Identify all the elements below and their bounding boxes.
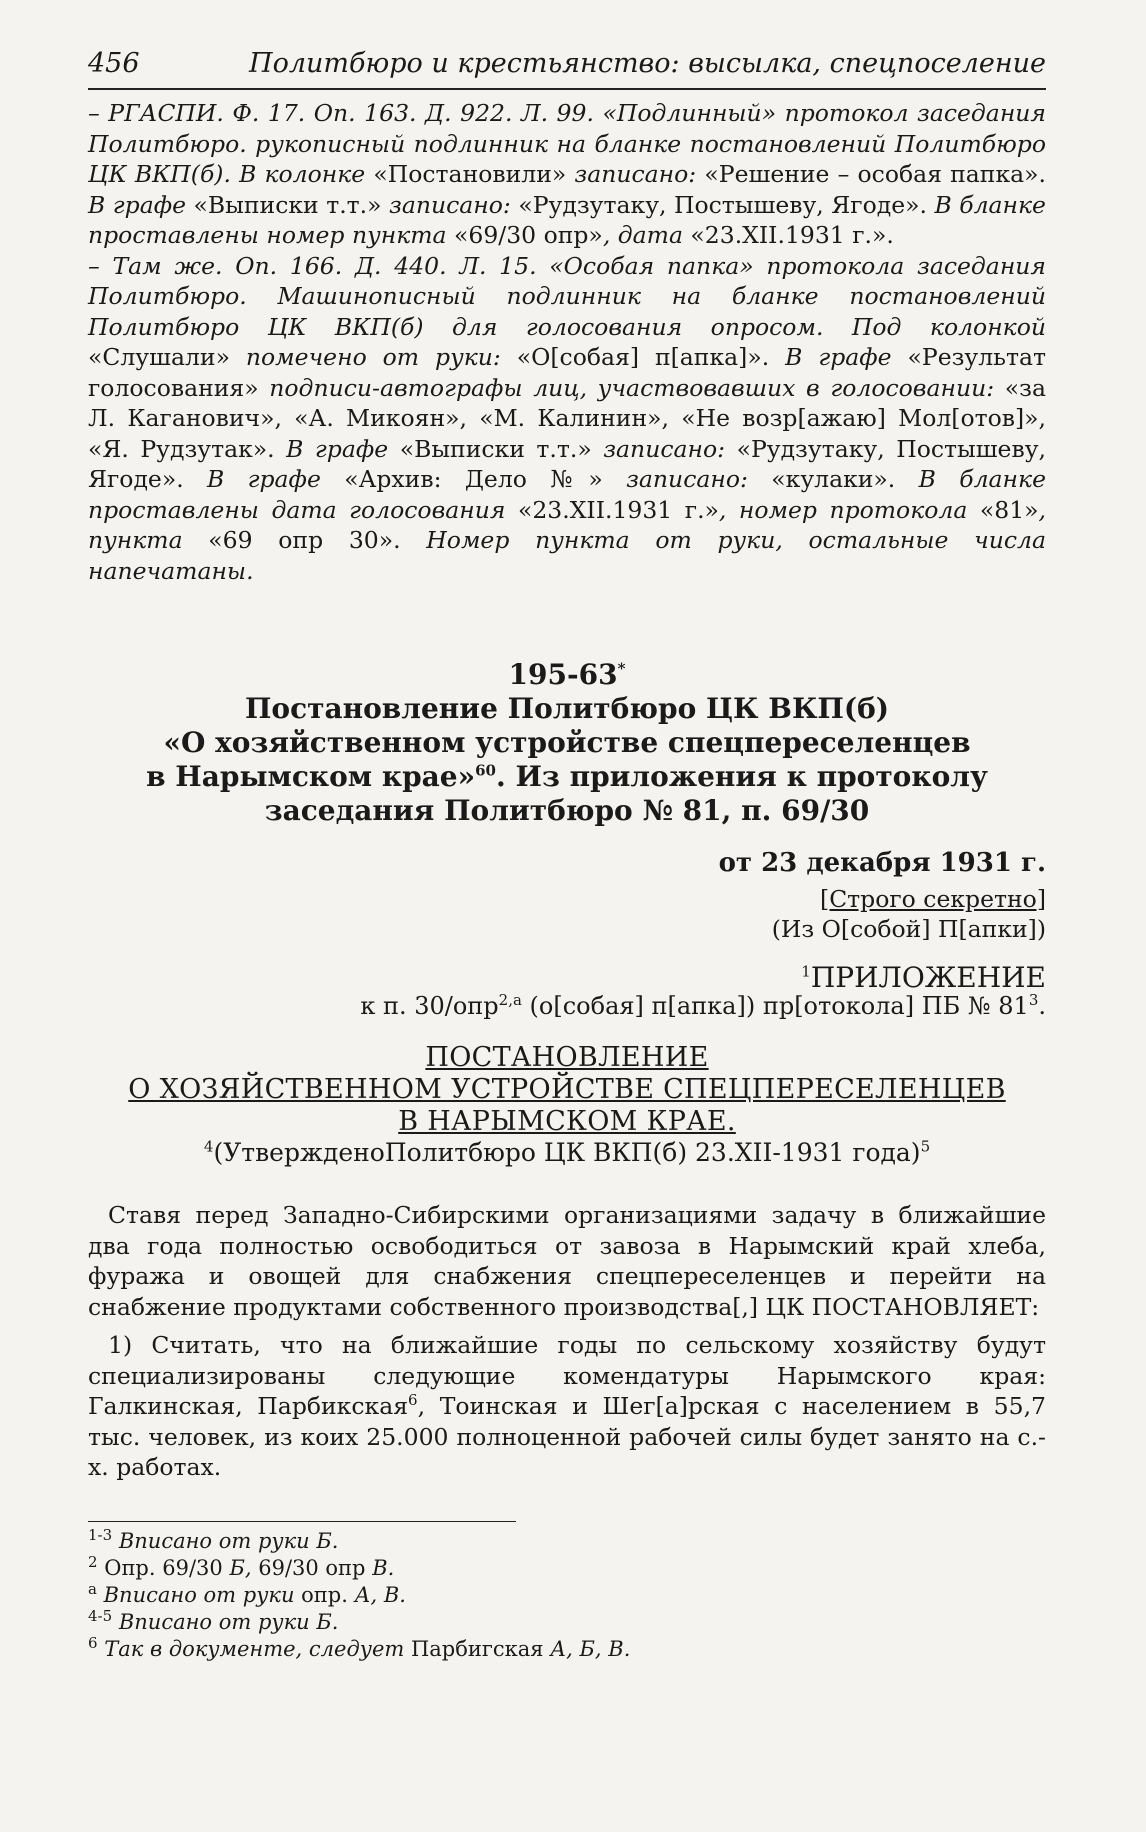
secrecy-stamp: [Строго секретно] [820, 885, 1046, 913]
resolution-subtitle-1: О ХОЗЯЙСТВЕННОМ УСТРОЙСТВЕ СПЕЦПЕРЕСЕЛЕНЦЕВ [128, 1074, 1006, 1105]
archive-note-1: – РГАСПИ. Ф. 17. Оп. 163. Д. 922. Л. 99. «Подлинный» протокол заседания Политбюро. рукописный подлинник на бланке постановлений Политбюро ЦК ВКП(б). В колонке «Постановили» записано: «Решение – особая папка». В графе «Выписки т.т.» записано: «Рудзутаку, Постышеву, Ягоде». В бланке проставлены номер пункта «69/30 опр», дата «23.XII.1931 г.». [88, 99, 1046, 249]
footnote-2: $^2$ Опр. 69/30 Б, 69/30 опр В. [88, 1552, 395, 1580]
appendix-label: $^1$ПРИЛОЖЕНИЕ к п. 30/опр$^{2,а}$ (о[собая] п[апка]) пр[отокола] ПБ № $81^3$. [360, 961, 1046, 1020]
resolution-paragraph: Ставя перед Западно-Сибирскими организациями задачу в ближайшие два года полностью освободиться от завоза в Нарымский край хлеба, фуража и овощей для снабжения спецпереселенцев и перейти на снабжение продуктами собственного производства[,] ЦК ПОСТАНОВЛЯЕТ: [88, 1201, 1046, 1321]
footnotes [88, 1525, 1046, 1663]
footnote-5: $^6$ Так в документе, следует Парбигская А, Б, В. [88, 1633, 631, 1661]
document-title: Постановление Политбюро ЦК ВКП(б) «О хозяйственном устройстве спецпереселенцев в Нарымском крае»$^{60}$. Из приложения к протоколу заседания Политбюро № 81, п. 69/30 [146, 692, 988, 827]
resolution-body [88, 1200, 1046, 1483]
resolution-heading: ПОСТАНОВЛЕНИЕ [425, 1042, 709, 1073]
running-title: Политбюро и крестьянство: высылка, спецпоселение [249, 48, 1046, 79]
archive-note-2: – Там же. Оп. 166. Д. 440. Л. 15. «Особая папка» протокола заседания Политбюро. Машинописный подлинник на бланке постановлений Политбюро ЦК ВКП(б) для голосования опросом. Под колонкой «Слушали» помечено от руки: «О[собая] п[апка]». В графе «Результат голосования» подписи-автографы лиц, участвовавших в голосовании: «за Л. Каганович», «А. Микоян», «М. Калинин», «Не возр[ажаю] Мол[отов]», «Я. Рудзутак». В графе «Выписки т.т.» записано: «Рудзутаку, Постышеву, Ягоде». В графе «Архив: Дело №» записано: «кулаки». В бланке проставлены дата голосования «23.XII.1931 г.», номер протокола «81», пункта «69 опр 30». Номер пункта от руки, остальные числа напечатаны. [88, 251, 1047, 585]
folder-stamp: (Из О[собой] П[апки]) [771, 915, 1046, 943]
footnote-divider [88, 1521, 516, 1522]
document-date: от 23 декабря 1931 г. [718, 848, 1046, 878]
document-number: 195-63* [508, 658, 626, 691]
footnote-1: $^{1-3}$ Вписано от руки Б. [88, 1525, 339, 1553]
running-header [88, 48, 1046, 90]
resolution-subtitle-2: В НАРЫМСКОМ КРАЕ. [398, 1106, 736, 1137]
approval-note: $^4$(УтвержденоПолитбюро ЦК ВКП(б) 23.XII-1931 года)$^5$ [203, 1137, 931, 1167]
document-page [88, 48, 1046, 1808]
resolution-heading-block [88, 1042, 1046, 1168]
resolution-item-1: 1) Считать, что на ближайшие годы по сельскому хозяйству будут специализированы следующие комендатуры Нарымского края: Галкинская, Парбикская$^6$, Тоинская и Шег[а]рская с населением в 55,7 тыс. человек, из коих 25.000 полноценной рабочей силы будет занято на с.-х. работах. [88, 1331, 1046, 1481]
page-number: 456 [88, 48, 140, 79]
footnote-4: $^{4-5}$ Вписано от руки Б. [88, 1606, 339, 1634]
footnote-3: $^а$ Вписано от руки опр. А, В. [88, 1579, 406, 1607]
